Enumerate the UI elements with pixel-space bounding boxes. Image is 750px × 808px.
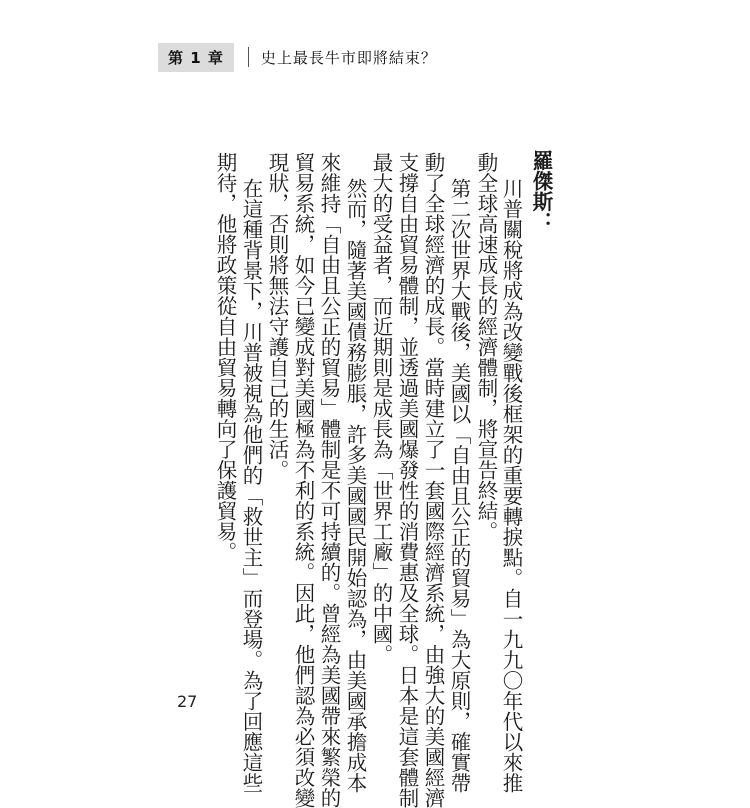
text-column-7: 然而，隨著美國債務膨脹，許多美國國民開始認為，由美國承擔成本	[343, 178, 367, 793]
text-column-12: 期待，他將政策從自由貿易轉向了保護貿易。	[213, 152, 237, 562]
text-column-4: 動了全球經濟的成長。當時建立了一套國際經濟系統，由強大的美國經濟	[421, 152, 445, 808]
text-column-3: 第二次世界大戰後，美國以「自由且公正的貿易」為大原則，確實帶	[447, 178, 471, 793]
chapter-label: 第 1 章	[158, 43, 234, 72]
text-column-2: 動全球高速成長的經濟體制，將宣告終結。	[474, 152, 498, 542]
chapter-title: 史上最長牛市即將結束？	[260, 48, 437, 67]
running-header	[158, 44, 437, 70]
text-column-11: 在這種背景下，川普被視為他們的「救世主」而登場。為了回應這些	[239, 178, 263, 793]
text-column-6: 最大的受益者，而近期則是成長為「世界工廠」的中國。	[369, 152, 393, 665]
speaker-label: 羅傑斯：	[529, 150, 553, 232]
text-column-1: 川普關稅將成為改變戰後框架的重要轉捩點。自一九九〇年代以來推	[499, 178, 523, 793]
text-column-9: 貿易系統，如今已變成對美國極為不利的系統。因此，他們認為必須改變	[291, 152, 315, 808]
page-number: 27	[177, 692, 198, 711]
header-divider	[248, 47, 249, 67]
text-column-8: 來維持「自由且公正的貿易」體制是不可持續的。曾經為美國帶來繁榮的	[317, 152, 341, 808]
text-column-10: 現狀，否則將無法守護自己的生活。	[265, 152, 289, 480]
text-column-5: 支撐自由貿易體制，並透過美國爆發性的消費惠及全球。日本是這套體制	[395, 152, 419, 808]
